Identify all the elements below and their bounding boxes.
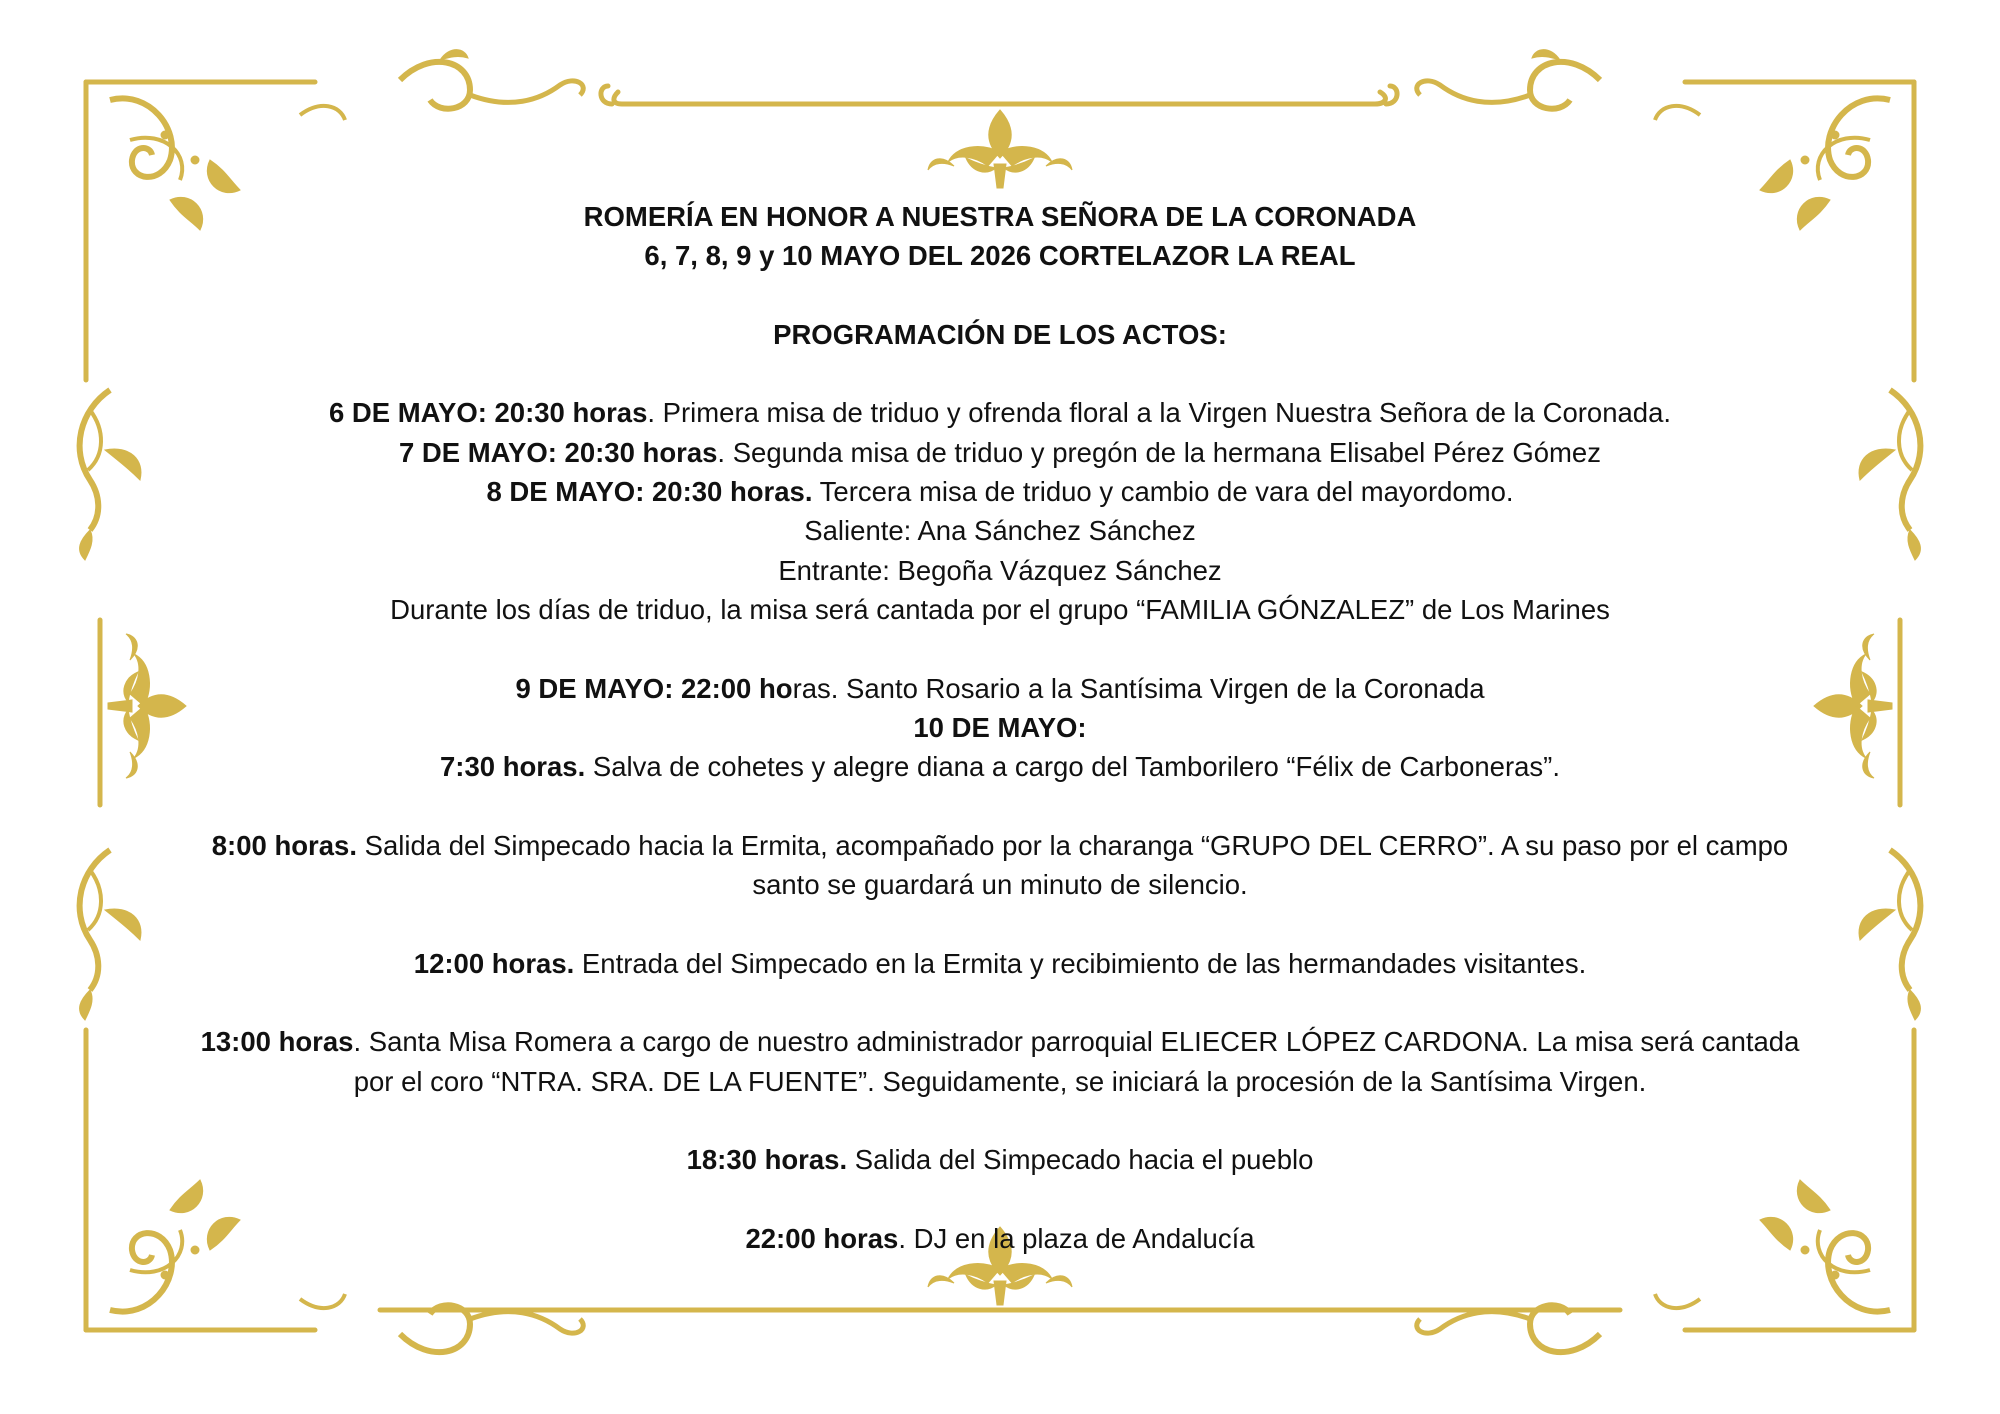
event-time: 12:00 horas. xyxy=(413,947,575,979)
event-text: Salida del Simpecado hacia el pueblo xyxy=(847,1144,1314,1176)
day6-time: 6 DE MAYO: 20:30 horas xyxy=(328,397,648,429)
day6-text: . Primera misa de triduo y ofrenda floral a la Virgen Nuestra Señora de la Coronada. xyxy=(647,397,1672,429)
day10-event-2200 xyxy=(130,1219,1870,1258)
spacer xyxy=(130,1179,1870,1218)
day10-event-1830 xyxy=(130,1140,1870,1179)
spacer xyxy=(130,354,1870,393)
program-content xyxy=(130,197,1870,1258)
day7-text: . Segunda misa de triduo y pregón de la hermana Elisabel Pérez Gómez xyxy=(717,436,1601,468)
program-heading: PROGRAMACIÓN DE LOS ACTOS: xyxy=(773,318,1227,350)
day8-text: Tercera misa de triduo y cambio de vara del mayordomo. xyxy=(812,476,1514,508)
event-time: 22:00 horas xyxy=(745,1222,899,1254)
day6-line xyxy=(130,393,1870,432)
spacer xyxy=(130,904,1870,943)
day7-time: 7 DE MAYO: 20:30 horas xyxy=(399,436,718,468)
day10-event-1300-cont: por el coro “NTRA. SRA. DE LA FUENTE”. Seguidamente, se iniciará la procesión de la Santísima Virgen. xyxy=(353,1065,1647,1097)
spacer xyxy=(130,786,1870,825)
day9-time: 9 DE MAYO: 22:00 ho xyxy=(515,672,793,704)
top-left-scroll xyxy=(300,50,583,120)
day8-saliente: Saliente: Ana Sánchez Sánchez xyxy=(804,515,1196,547)
fleur-de-lis-ornament-top xyxy=(928,110,1072,188)
event-text: . DJ en la plaza de Andalucía xyxy=(898,1222,1255,1254)
event-text: Salva de cohetes y alegre diana a cargo del Tamborilero “Félix de Carboneras”. xyxy=(585,751,1560,783)
top-right-scroll xyxy=(1417,50,1700,120)
day9-line xyxy=(130,669,1870,708)
day10-event-0730 xyxy=(130,747,1870,786)
spacer xyxy=(130,1101,1870,1140)
day9-text: ras. Santo Rosario a la Santísima Virgen de la Coronada xyxy=(792,672,1485,704)
spacer xyxy=(130,629,1870,668)
triduo-note: Durante los días de triduo, la misa será cantada por el grupo “FAMILIA GÓNZALEZ” de Los Marines xyxy=(390,593,1610,625)
event-time: 8:00 horas. xyxy=(211,829,357,861)
day10-event-1300 xyxy=(130,1022,1870,1061)
event-text: . Santa Misa Romera a cargo de nuestro administrador parroquial ELIECER LÓPEZ CARDONA. La misa será cantada xyxy=(353,1026,1800,1058)
event-time: 18:30 horas. xyxy=(686,1144,848,1176)
event-title: ROMERÍA EN HONOR A NUESTRA SEÑORA DE LA CORONADA xyxy=(583,201,1417,232)
event-time: 13:00 horas xyxy=(200,1026,354,1058)
bottom-left-scroll xyxy=(300,1294,583,1352)
event-text: Entrada del Simpecado en la Ermita y recibimiento de las hermandades visitantes. xyxy=(574,947,1587,979)
day7-line xyxy=(130,433,1870,472)
bottom-right-scroll xyxy=(1417,1294,1700,1352)
spacer xyxy=(130,276,1870,315)
event-text: Salida del Simpecado hacia la Ermita, acompañado por la charanga “GRUPO DEL CERRO”. A su paso por el campo xyxy=(356,829,1789,861)
event-dates-location: 6, 7, 8, 9 y 10 MAYO DEL 2026 CORTELAZOR LA REAL xyxy=(644,240,1356,272)
day10-event-0800 xyxy=(130,826,1870,865)
day10-event-0800-cont: santo se guardará un minuto de silencio. xyxy=(752,869,1248,901)
day10-event-1200 xyxy=(130,944,1870,983)
day8-line xyxy=(130,472,1870,511)
day8-time: 8 DE MAYO: 20:30 horas. xyxy=(486,476,813,508)
day10-heading: 10 DE MAYO: xyxy=(913,711,1087,743)
event-time: 7:30 horas. xyxy=(440,751,586,783)
day8-entrante: Entrante: Begoña Vázquez Sánchez xyxy=(778,554,1222,586)
spacer xyxy=(130,983,1870,1022)
